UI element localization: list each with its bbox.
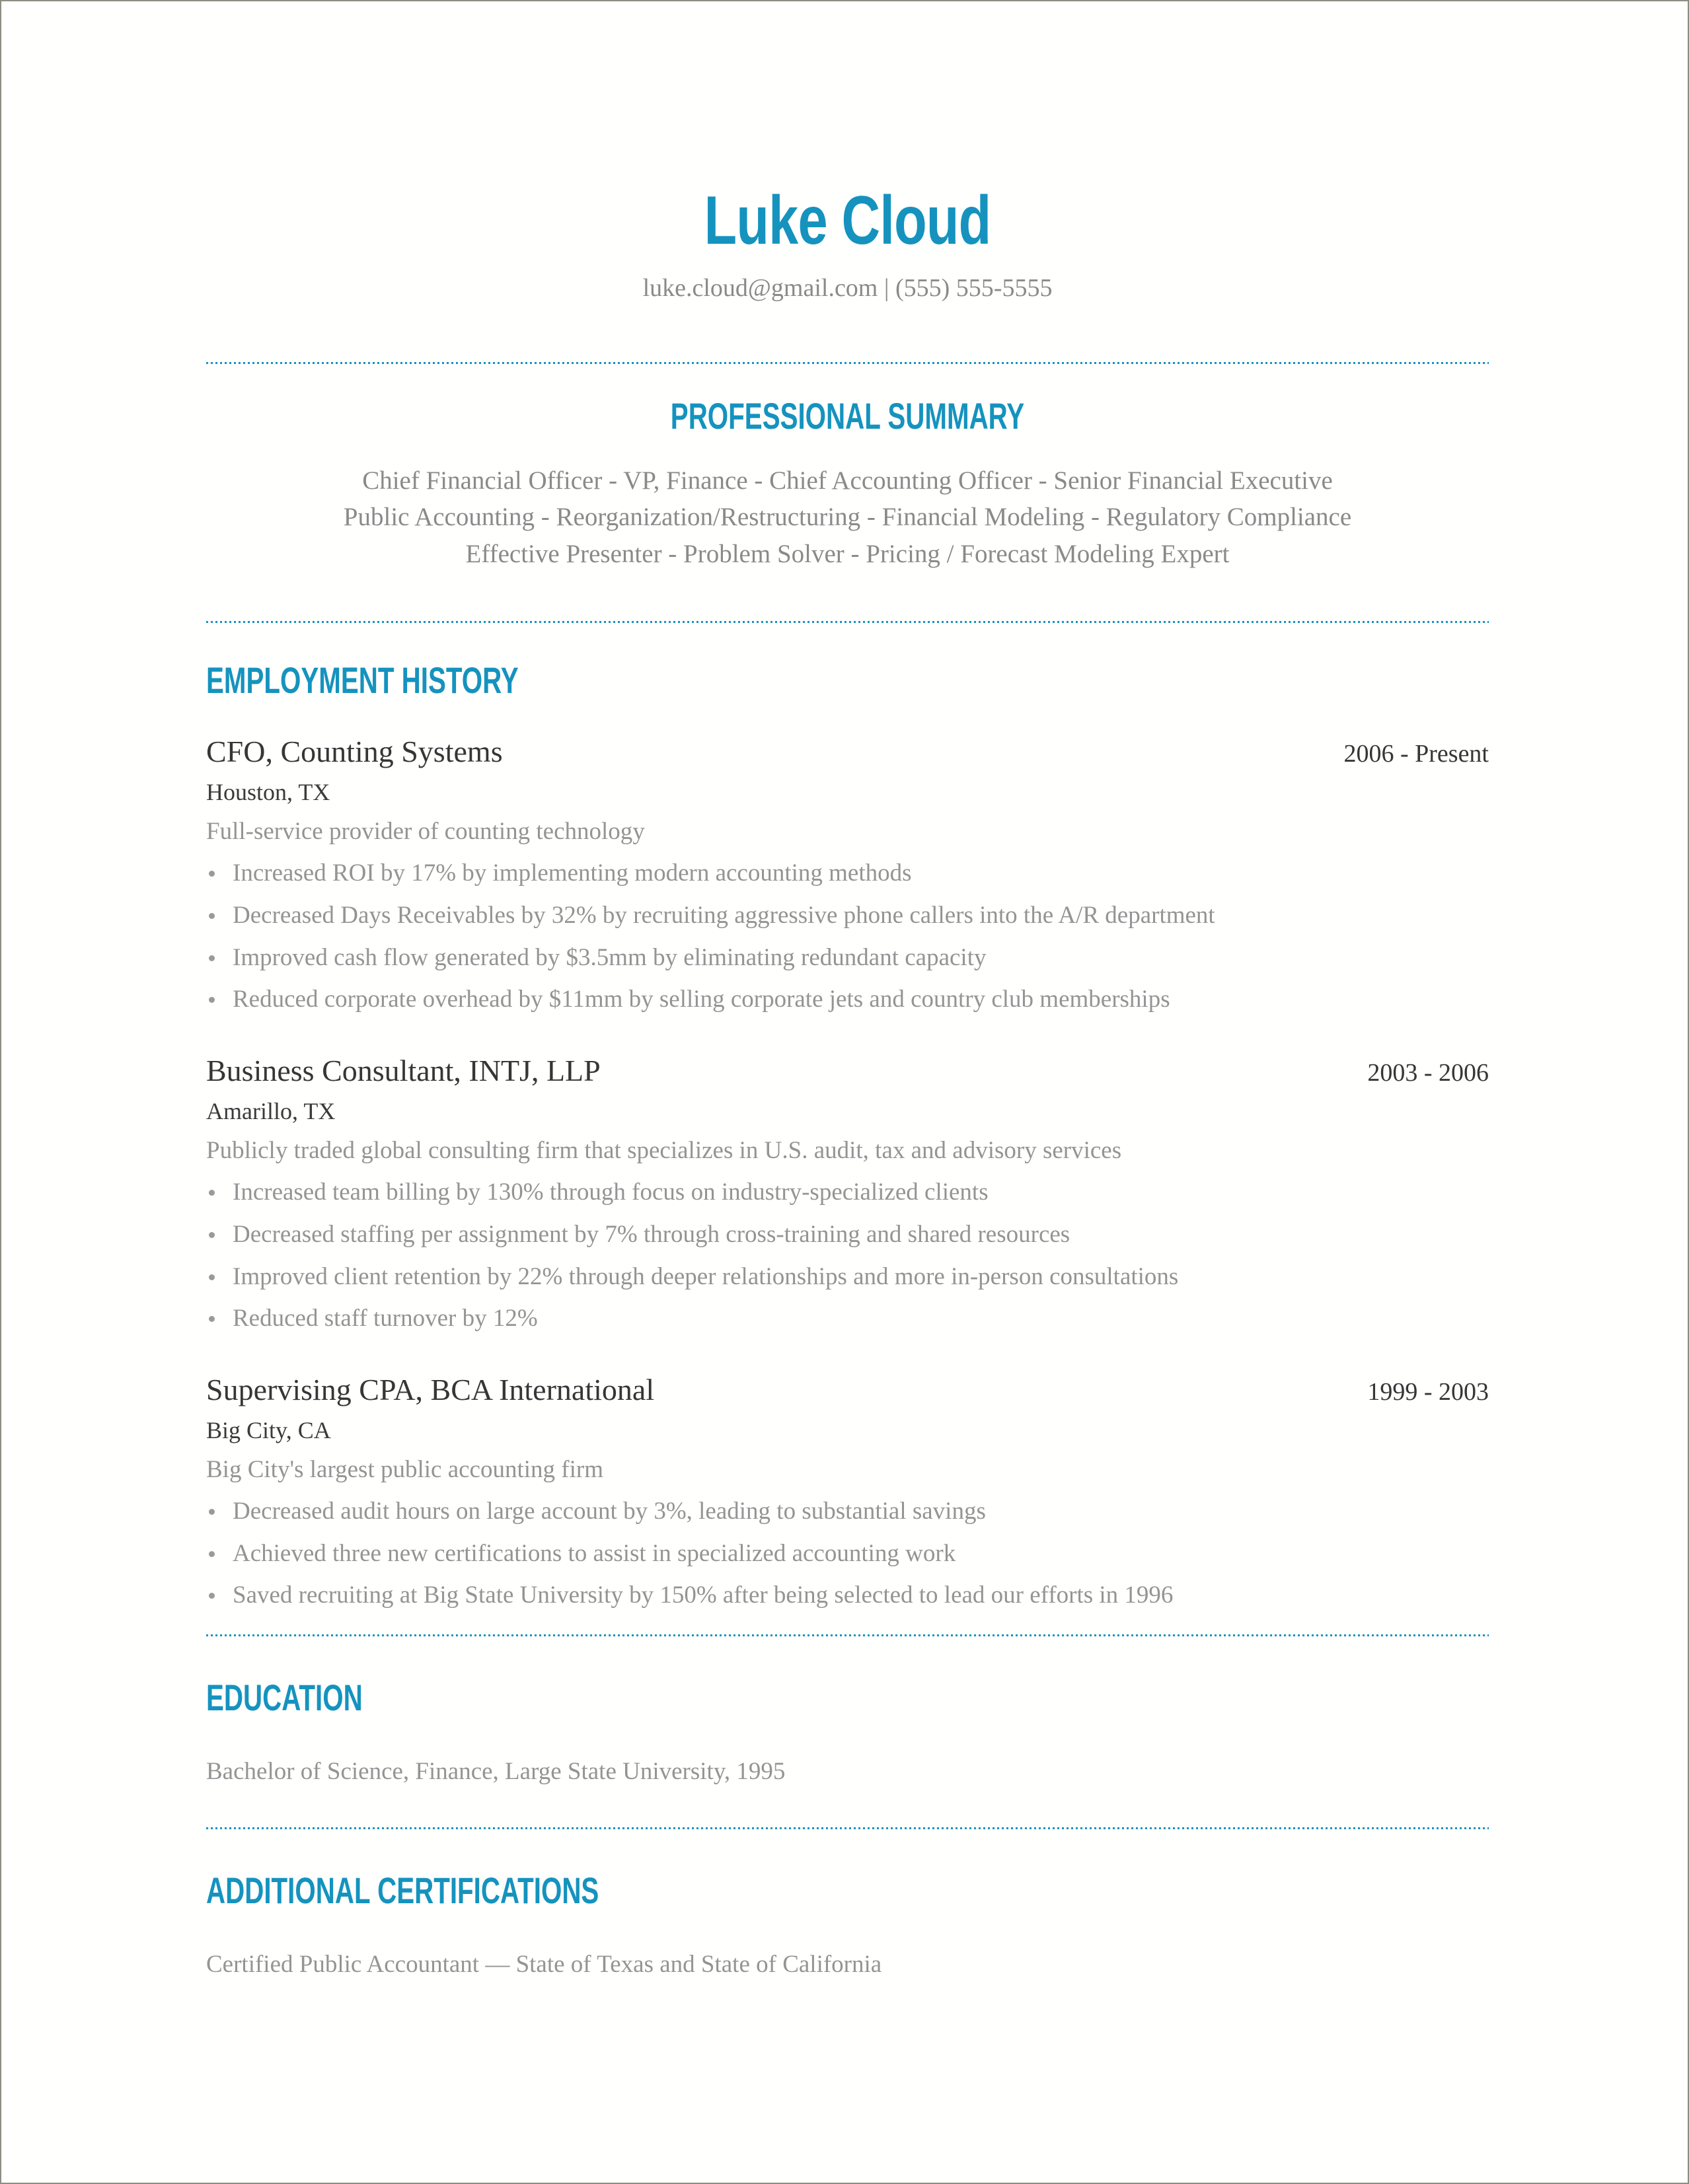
professional-summary-section: [206, 395, 1489, 572]
divider-education: [206, 1827, 1489, 1829]
job-location: Houston, TX: [206, 779, 330, 806]
job-entry: [206, 1371, 1489, 1611]
section-heading-summary: PROFESSIONAL SUMMARY: [670, 395, 1025, 437]
job-bullet-list: [206, 1496, 1489, 1611]
job-bullet: Increased ROI by 17% by implementing modern accounting methods: [206, 858, 1489, 889]
job-entry: [206, 1052, 1489, 1334]
job-bullet-list: [206, 1177, 1489, 1334]
resume-canvas: [1, 1, 1688, 2183]
dotted-rule-icon: [206, 1827, 1489, 1829]
job-bullet: Decreased staffing per assignment by 7% through cross-training and shared resources: [206, 1219, 1489, 1251]
certification-entry: Certified Public Accountant — State of Texas and State of California: [206, 1951, 882, 1978]
job-title: CFO, Counting Systems: [206, 735, 503, 768]
summary-line: Public Accounting - Reorganization/Restructuring - Financial Modeling - Regulatory Compliance: [343, 503, 1352, 532]
job-description: Publicly traded global consulting firm that specializes in U.S. audit, tax and advisory services: [206, 1137, 1122, 1165]
dotted-rule-icon: [206, 620, 1489, 623]
summary-line: Effective Presenter - Problem Solver - Pricing / Forecast Modeling Expert: [465, 539, 1230, 568]
job-header: [206, 733, 1489, 770]
dotted-rule-icon: [206, 1634, 1489, 1636]
job-bullet: Saved recruiting at Big State University by 150% after being selected to lead our efforts in 1996: [206, 1580, 1489, 1611]
job-location: Amarillo, TX: [206, 1098, 336, 1125]
section-heading-education: EDUCATION: [206, 1677, 363, 1718]
section-heading-certifications: ADDITIONAL CERTIFICATIONS: [206, 1870, 599, 1911]
job-bullet: Reduced staff turnover by 12%: [206, 1303, 1489, 1334]
job-bullet: Reduced corporate overhead by $11mm by selling corporate jets and country club memberships: [206, 984, 1489, 1015]
summary-body: [206, 462, 1489, 572]
divider-summary: [206, 620, 1489, 623]
summary-line: Chief Financial Officer - VP, Finance - Chief Accounting Officer - Senior Financial Executive: [362, 466, 1333, 495]
job-dates: 1999 - 2003: [1367, 1377, 1489, 1406]
job-title: Supervising CPA, BCA International: [206, 1372, 655, 1406]
education-section: [206, 1679, 1489, 1788]
divider-header: [206, 361, 1489, 364]
candidate-name: Luke Cloud: [704, 182, 991, 259]
job-bullet: Improved client retention by 22% through deeper relationships and more in-person consultations: [206, 1262, 1489, 1293]
job-header: [206, 1371, 1489, 1408]
job-dates: 2006 - Present: [1343, 740, 1489, 768]
dotted-rule-icon: [206, 361, 1489, 364]
job-location: Big City, CA: [206, 1416, 331, 1443]
certifications-section: [206, 1872, 1489, 1981]
divider-employment: [206, 1634, 1489, 1636]
job-bullet: Improved cash flow generated by $3.5mm by eliminating redundant capacity: [206, 943, 1489, 974]
employment-history-section: [206, 659, 1489, 1611]
job-bullet: Decreased Days Receivables by 32% by recruiting aggressive phone callers into the A/R department: [206, 900, 1489, 931]
job-bullet: Decreased audit hours on large account by 3%, leading to substantial savings: [206, 1496, 1489, 1527]
job-title: Business Consultant, INTJ, LLP: [206, 1053, 601, 1087]
job-dates: 2003 - 2006: [1367, 1058, 1489, 1087]
job-description: Full-service provider of counting technology: [206, 818, 645, 846]
job-bullet: Increased team billing by 130% through focus on industry-specialized clients: [206, 1177, 1489, 1208]
job-bullet-list: [206, 858, 1489, 1015]
job-entry: [206, 733, 1489, 1015]
contact-line: luke.cloud@gmail.com | (555) 555-5555: [642, 274, 1053, 302]
job-description: Big City's largest public accounting firm: [206, 1455, 603, 1483]
section-heading-employment: EMPLOYMENT HISTORY: [206, 659, 519, 701]
education-entry: Bachelor of Science, Finance, Large State University, 1995: [206, 1758, 786, 1785]
job-bullet: Achieved three new certifications to assist in specialized accounting work: [206, 1539, 1489, 1570]
job-header: [206, 1052, 1489, 1089]
resume-header: [206, 182, 1489, 305]
